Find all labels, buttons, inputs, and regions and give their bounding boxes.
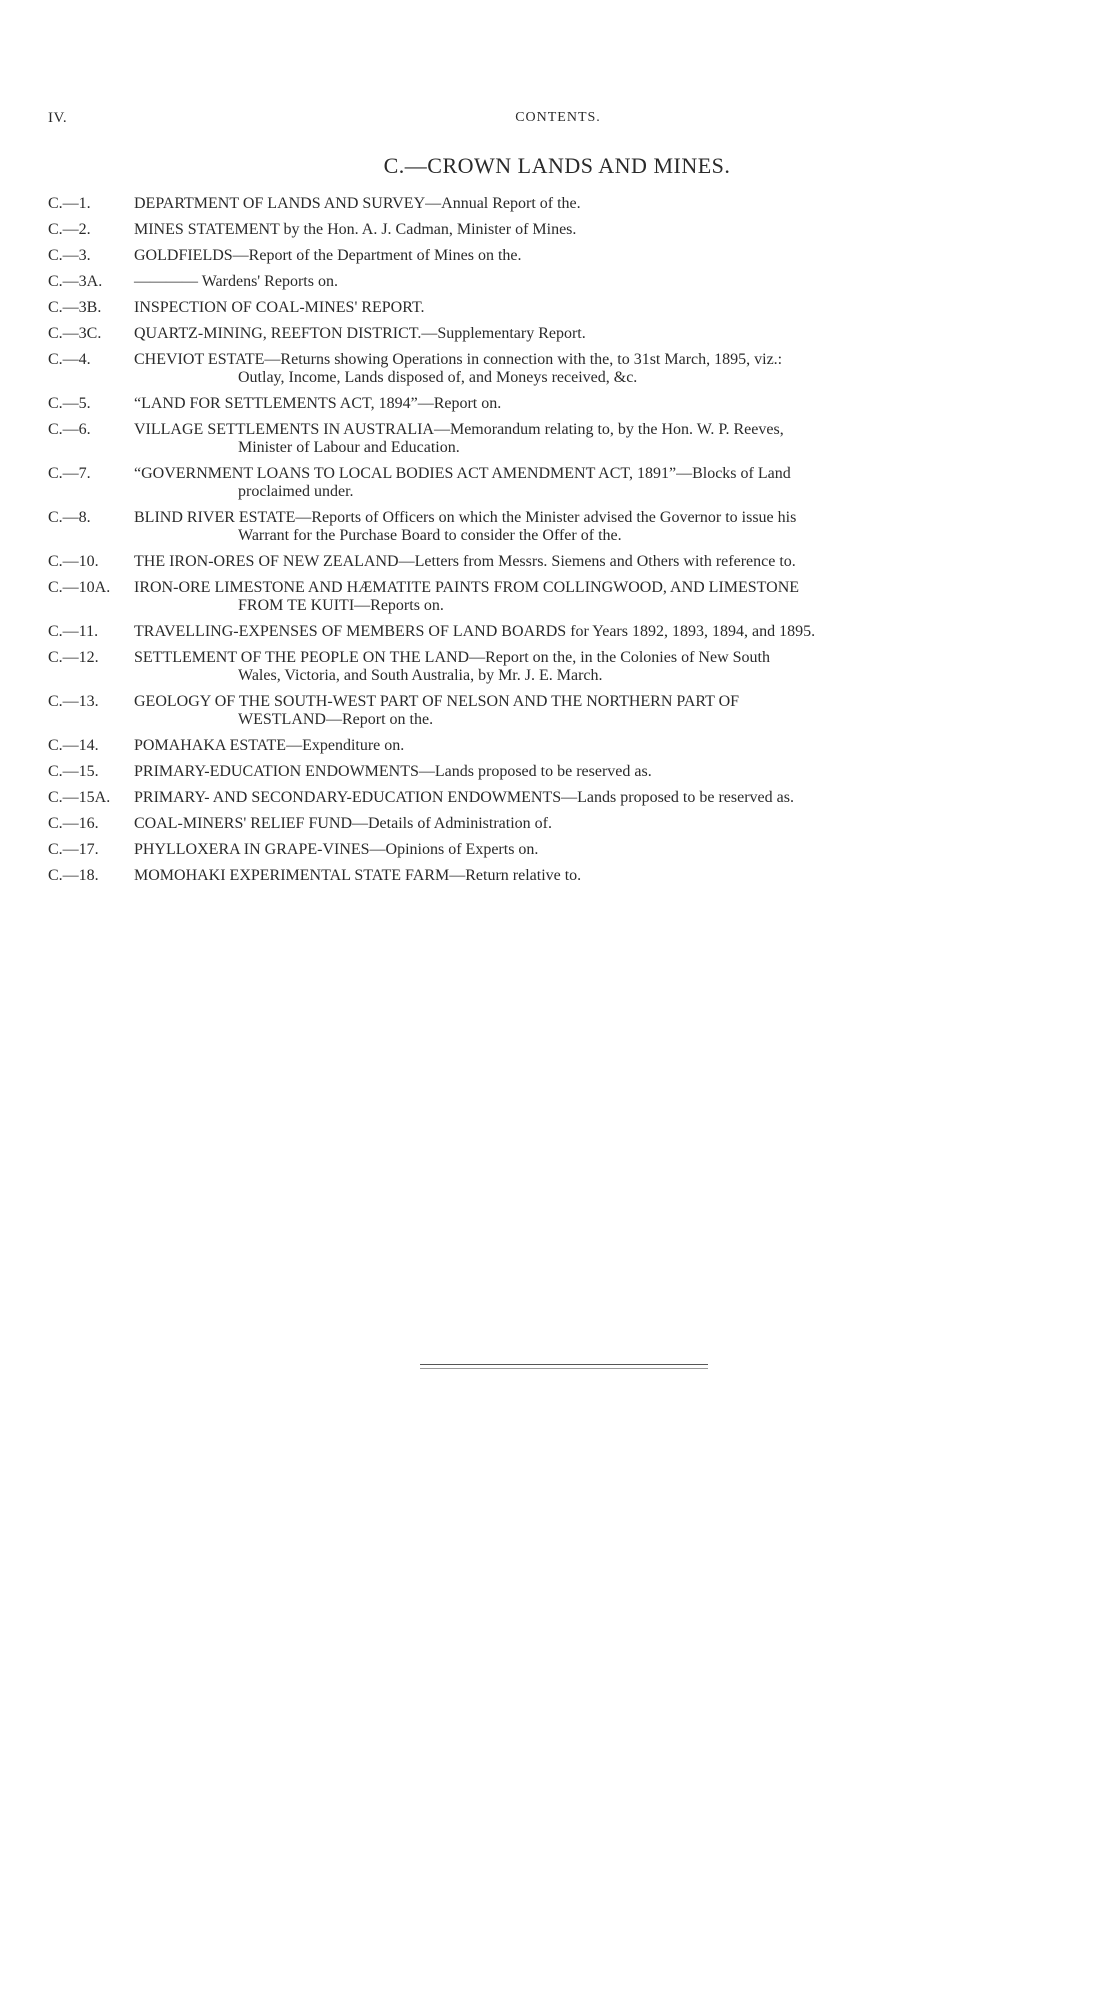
entry-line: “GOVERNMENT LOANS TO LOCAL BODIES ACT AMENDMENT ACT, 1891”—Blocks of Land: [134, 465, 791, 482]
entry-code: C.—13.: [48, 693, 99, 710]
section-title: C.—CROWN LANDS AND MINES.: [383, 153, 731, 178]
contents-entry: [48, 247, 1068, 265]
entry-line: “LAND FOR SETTLEMENTS ACT, 1894”—Report on.: [134, 395, 502, 412]
closing-rule-lower: [420, 1368, 708, 1369]
entry-code: C.—6.: [48, 421, 91, 438]
entry-code: C.—5.: [48, 395, 91, 412]
contents-entry: [48, 221, 1068, 239]
entry-code: C.—3C.: [48, 325, 102, 342]
entry-line: ———— Wardens' Reports on.: [134, 273, 338, 290]
entry-code: C.—8.: [48, 509, 91, 526]
entry-description: [134, 737, 1068, 755]
entry-continuation-line: proclaimed under.: [238, 483, 354, 500]
entry-description: [134, 579, 1068, 615]
entry-line: SETTLEMENT OF THE PEOPLE ON THE LAND—Report on the, in the Colonies of New South: [134, 649, 770, 666]
contents-entry: [48, 579, 1068, 615]
entry-line: MOMOHAKI EXPERIMENTAL STATE FARM—Return relative to.: [134, 867, 582, 884]
entry-description: [134, 509, 1068, 545]
contents-entry: [48, 789, 1068, 807]
entry-code: C.—10A.: [48, 579, 111, 596]
entry-code: C.—12.: [48, 649, 99, 666]
contents-entry: [48, 649, 1068, 685]
entry-code: C.—4.: [48, 351, 91, 368]
entry-description: [134, 195, 1068, 213]
entry-line: GOLDFIELDS—Report of the Department of Mines on the.: [134, 247, 522, 264]
entry-line: BLIND RIVER ESTATE—Reports of Officers on which the Minister advised the Governor to issue his: [134, 509, 797, 526]
entry-line: IRON-ORE LIMESTONE AND HÆMATITE PAINTS FROM COLLINGWOOD, AND LIMESTONE: [134, 579, 800, 596]
entry-line: GEOLOGY OF THE SOUTH-WEST PART OF NELSON AND THE NORTHERN PART OF: [134, 693, 740, 710]
entry-description: [134, 763, 1068, 781]
entry-code: C.—3.: [48, 247, 91, 264]
entry-description: [134, 693, 1068, 729]
contents-entry: [48, 623, 1068, 641]
entry-description: [134, 465, 1068, 501]
entry-code: C.—16.: [48, 815, 99, 832]
contents-entry: [48, 299, 1068, 317]
entry-code: C.—7.: [48, 465, 91, 482]
entry-description: [134, 649, 1068, 685]
entry-description: [134, 815, 1068, 833]
entry-continuation-line: WESTLAND—Report on the.: [238, 711, 434, 728]
entry-description: [134, 247, 1068, 265]
contents-entry: [48, 763, 1068, 781]
contents-entry: [48, 509, 1068, 545]
contents-entry: [48, 273, 1068, 291]
entry-line: COAL-MINERS' RELIEF FUND—Details of Administration of.: [134, 815, 552, 832]
entry-description: [134, 395, 1068, 413]
contents-entry: [48, 841, 1068, 859]
contents-entry: [48, 465, 1068, 501]
entry-line: INSPECTION OF COAL-MINES' REPORT.: [134, 299, 425, 316]
contents-entry: [48, 325, 1068, 343]
entry-description: [134, 273, 1068, 291]
entry-continuation-line: Wales, Victoria, and South Australia, by Mr. J. E. March.: [238, 667, 603, 684]
entry-line: MINES STATEMENT by the Hon. A. J. Cadman, Minister of Mines.: [134, 221, 577, 238]
contents-entry: [48, 421, 1068, 457]
entry-description: [134, 421, 1068, 457]
entry-code: C.—11.: [48, 623, 99, 640]
contents-entry: [48, 693, 1068, 729]
entry-code: C.—17.: [48, 841, 99, 858]
entry-description: [134, 867, 1068, 885]
entry-line: VILLAGE SETTLEMENTS IN AUSTRALIA—Memorandum relating to, by the Hon. W. P. Reeves,: [134, 421, 784, 438]
entry-line: PHYLLOXERA IN GRAPE-VINES—Opinions of Experts on.: [134, 841, 539, 858]
contents-list: [48, 195, 1068, 893]
contents-entry: [48, 351, 1068, 387]
entry-description: [134, 351, 1068, 387]
closing-rule: [420, 1364, 708, 1365]
entry-code: C.—18.: [48, 867, 99, 884]
entry-continuation-line: FROM TE KUITI—Reports on.: [238, 597, 444, 614]
contents-entry: [48, 195, 1068, 213]
entry-code: C.—10.: [48, 553, 99, 570]
entry-line: PRIMARY- AND SECONDARY-EDUCATION ENDOWMENTS—Lands proposed to be reserved as.: [134, 789, 794, 806]
entry-continuation-line: Outlay, Income, Lands disposed of, and Moneys received, &c.: [238, 369, 638, 386]
entry-code: C.—14.: [48, 737, 99, 754]
entry-description: [134, 299, 1068, 317]
page-header: [48, 110, 1068, 134]
entry-description: [134, 623, 1068, 641]
entry-description: [134, 789, 1068, 807]
entry-code: C.—3A.: [48, 273, 103, 290]
entry-line: TRAVELLING-EXPENSES OF MEMBERS OF LAND BOARDS for Years 1892, 1893, 1894, and 1895.: [134, 623, 816, 640]
entry-description: [134, 841, 1068, 859]
entry-description: [134, 221, 1068, 239]
contents-entry: [48, 737, 1068, 755]
entry-code: C.—2.: [48, 221, 91, 238]
entry-line: THE IRON-ORES OF NEW ZEALAND—Letters from Messrs. Siemens and Others with reference to.: [134, 553, 796, 570]
entry-line: QUARTZ-MINING, REEFTON DISTRICT.—Supplementary Report.: [134, 325, 586, 342]
entry-line: POMAHAKA ESTATE—Expenditure on.: [134, 737, 405, 754]
entry-line: DEPARTMENT OF LANDS AND SURVEY—Annual Report of the.: [134, 195, 581, 212]
contents-entry: [48, 867, 1068, 885]
entry-code: C.—3B.: [48, 299, 102, 316]
entry-line: CHEVIOT ESTATE—Returns showing Operations in connection with the, to 31st March, 1895, viz.:: [134, 351, 783, 368]
entry-code: C.—1.: [48, 195, 91, 212]
entry-description: [134, 325, 1068, 343]
running-head: CONTENTS.: [515, 110, 601, 125]
entry-code: C.—15.: [48, 763, 99, 780]
entry-code: C.—15A.: [48, 789, 111, 806]
entry-continuation-line: Warrant for the Purchase Board to consider the Offer of the.: [238, 527, 622, 544]
contents-entry: [48, 553, 1068, 571]
contents-entry: [48, 395, 1068, 413]
contents-entry: [48, 815, 1068, 833]
entry-line: PRIMARY-EDUCATION ENDOWMENTS—Lands proposed to be reserved as.: [134, 763, 652, 780]
entry-continuation-line: Minister of Labour and Education.: [238, 439, 460, 456]
entry-description: [134, 553, 1068, 571]
page-number: IV.: [48, 110, 68, 126]
